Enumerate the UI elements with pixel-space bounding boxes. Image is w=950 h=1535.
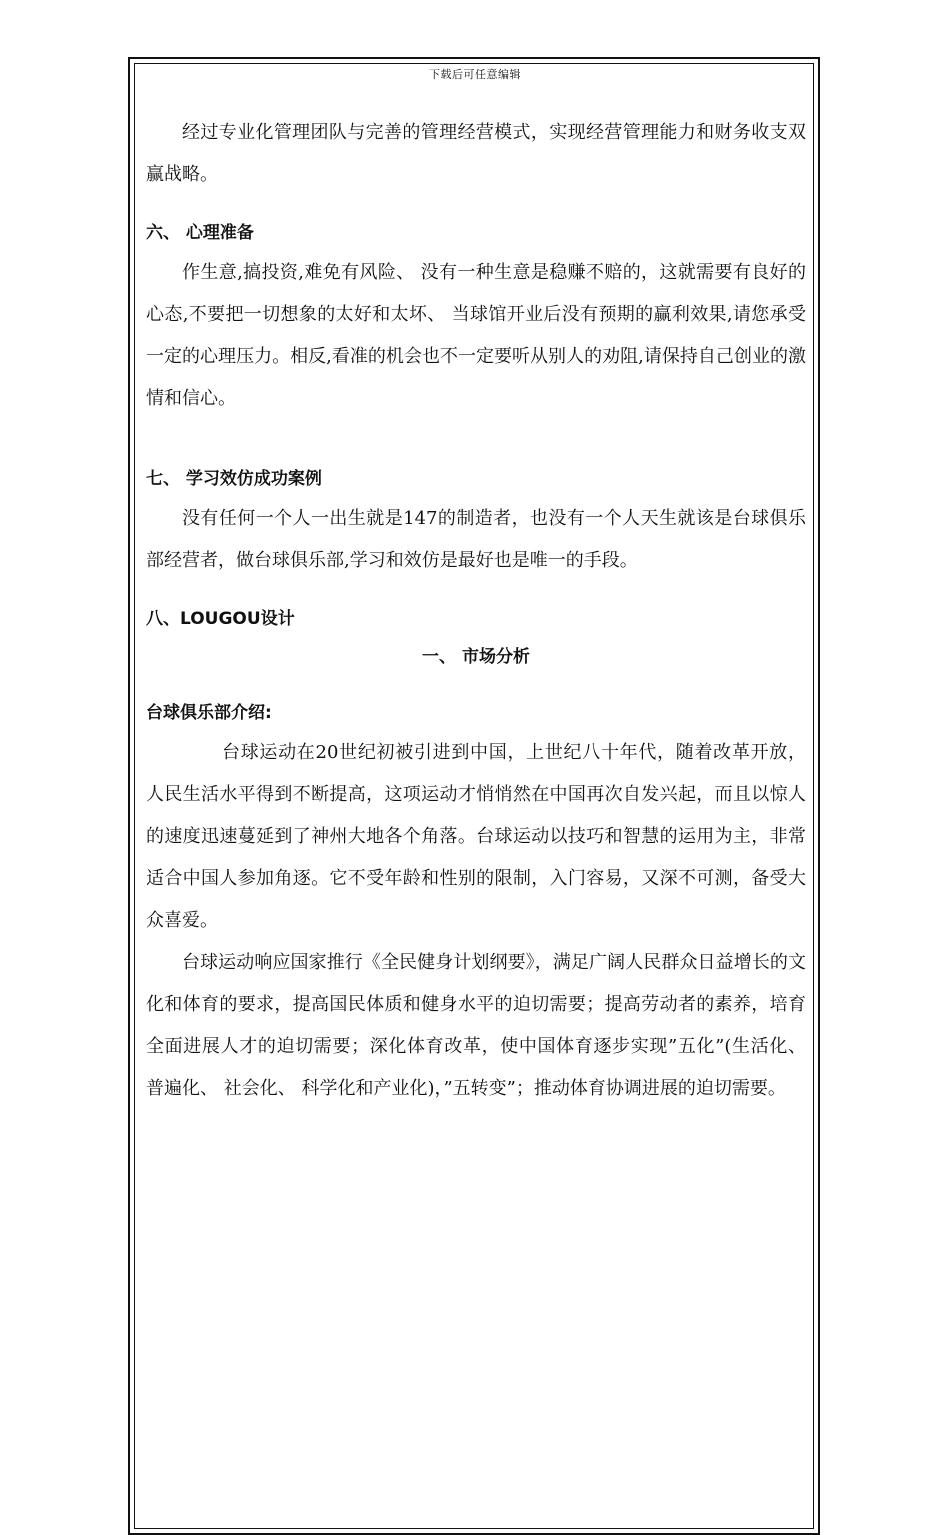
club-intro-heading: 台球俱乐部介绍: xyxy=(146,703,272,723)
spacer xyxy=(146,196,806,214)
section-6-heading: 六、 心理准备 xyxy=(146,223,254,243)
spacer xyxy=(146,420,806,460)
spacer xyxy=(146,582,806,600)
spacer xyxy=(146,676,806,694)
header-note: 下载后可任意编辑 xyxy=(429,68,521,81)
section-8-heading: 八、LOUGOU设计 xyxy=(146,609,295,629)
club-intro-paragraph-2: 台球运动响应国家推行《全民健身计划纲要》，满足广阔人民群众日益增长的文化和体育的要求，提高国民体质和健身水平的迫切需要；提高劳动者的素养，培育全面进展人才的迫切需要；深化体育改革，使中国体育逐步实现”五化”(生活化、 普遍化、 社会化、 科学化和产业化)，”五转变”；推动体育协调进展的迫切需要。 xyxy=(146,952,806,1099)
section-7-body: 没有任何一个人一出生就是147的制造者，也没有一个人天生就该是台球俱乐部经营者，做台球俱乐部,学习和效仿是最好也是唯一的手段。 xyxy=(146,508,806,571)
intro-paragraph: 经过专业化管理团队与完善的管理经营模式，实现经营管理能力和财务收支双赢战略。 xyxy=(146,122,806,185)
section-6-body: 作生意,搞投资,难免有风险、 没有一种生意是稳赚不赔的，这就需要有良好的心态,不要把一切想象的太好和太坏、 当球馆开业后没有预期的赢利效果,请您承受一定的心理压力。相反,看准的机会也不一定要听从别人的劝阻,请保持自己创业的激情和信心。 xyxy=(146,262,806,409)
market-analysis-heading: 一、 市场分析 xyxy=(422,647,530,667)
club-intro-paragraph-1: 台球运动在20世纪初被引进到中国，上世纪八十年代，随着改革开放， 人民生活水平得到不断提高，这项运动才悄悄然在中国再次自发兴起，而且以惊人的速度迅速蔓延到了神州大地各个角落。台球运动以技巧和智慧的运用为主，非常适合中国人参加角逐。它不受年龄和性别的限制，入门容易，又深不可测，备受大众喜爱。 xyxy=(146,742,806,931)
section-7-heading: 七、 学习效仿成功案例 xyxy=(146,469,322,489)
document-body xyxy=(146,112,806,1110)
